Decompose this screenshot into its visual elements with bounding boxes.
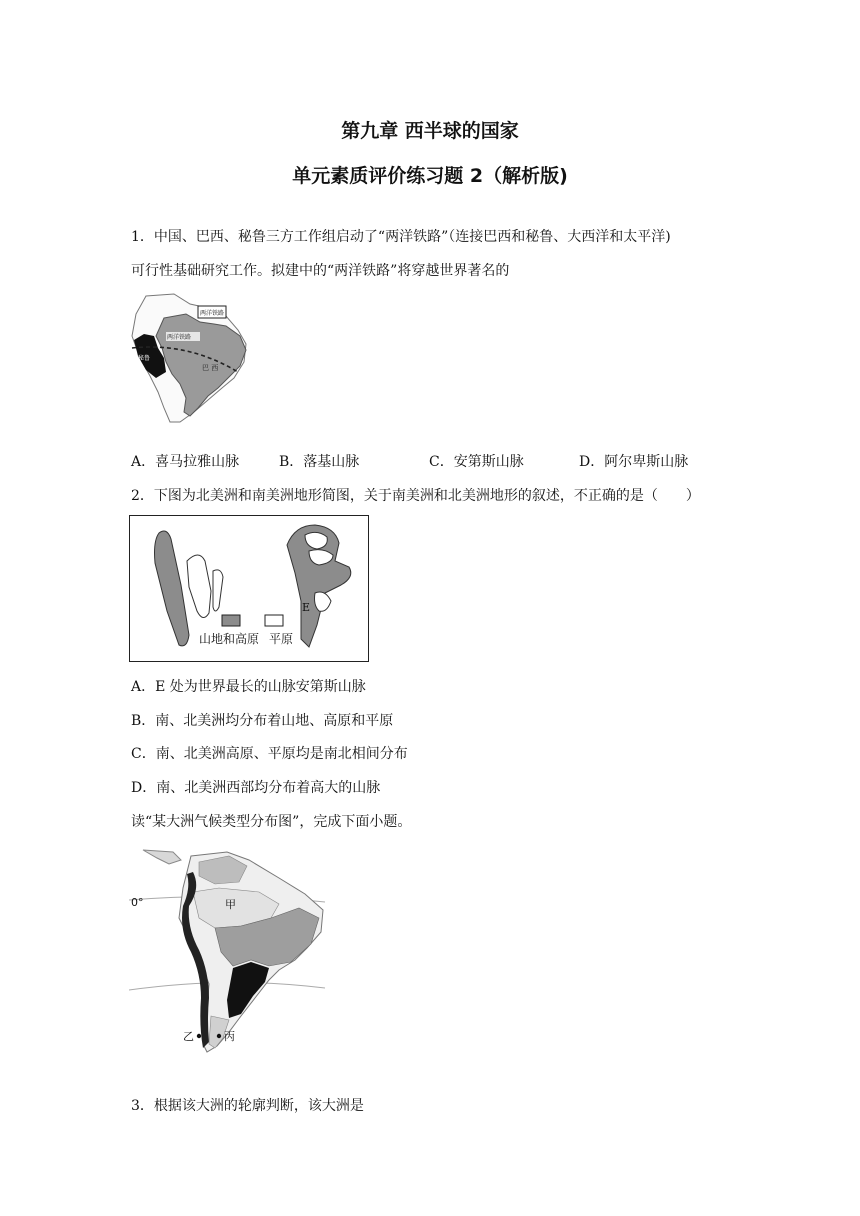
railway-label: 两洋铁路	[167, 334, 192, 341]
legend-plain-swatch	[265, 615, 283, 626]
q1-stem-line1: 1．中国、巴西、秘鲁三方工作组启动了“两洋铁路”（连接巴西和秘鲁、大西洋和太平洋)	[131, 229, 671, 245]
jia-label: 甲	[225, 898, 236, 911]
q1-option-d[interactable]: D．阿尔卑斯山脉	[579, 454, 689, 470]
q2-option-b[interactable]: B．南、北美洲均分布着山地、高原和平原	[131, 713, 394, 729]
yi-label: 乙	[183, 1030, 194, 1043]
q1-stem-line2: 可行性基础研究工作。拟建中的“两洋铁路”将穿越世界著名的	[131, 263, 510, 279]
legend-mountain-label: 山地和高原	[199, 632, 260, 646]
legend-plain-label: 平原	[269, 632, 294, 646]
peru-label: 秘鲁	[138, 355, 151, 362]
q2-option-d[interactable]: D．南、北美洲西部均分布着高大的山脉	[131, 780, 381, 796]
q2-stem: 2．下图为北美洲和南美洲地形简图，关于南美洲和北美洲地形的叙述，不正确的是（ ）	[131, 488, 700, 504]
point-bing	[217, 1034, 221, 1038]
railway-box-label: 两洋铁路	[200, 310, 225, 317]
legend-mountain-swatch	[222, 615, 240, 626]
terrain-map-figure	[129, 515, 369, 662]
q1-option-a[interactable]: A．喜马拉雅山脉	[131, 454, 240, 470]
point-yi	[197, 1034, 201, 1038]
page-subtitle: 单元素质评价练习题 2（解析版)	[292, 165, 568, 187]
q3-stem: 3．根据该大洲的轮廓判断，该大洲是	[131, 1098, 364, 1114]
q1-option-b[interactable]: B．落基山脉	[279, 454, 360, 470]
q2-option-a[interactable]: A．E 处为世界最长的山脉安第斯山脉	[131, 679, 366, 695]
equator-label: 0°	[131, 896, 144, 909]
bing-label: 丙	[224, 1030, 235, 1043]
label-e: E	[302, 601, 311, 614]
brazil-label: 巴 西	[202, 364, 219, 372]
reading-intro: 读“某大洲气候类型分布图”，完成下面小题。	[131, 814, 412, 830]
railway-map-figure	[128, 292, 260, 424]
page-title: 第九章 西半球的国家	[341, 120, 519, 142]
q2-option-c[interactable]: C．南、北美洲高原、平原均是南北相间分布	[131, 746, 408, 762]
q1-option-c[interactable]: C．安第斯山脉	[429, 454, 524, 470]
climate-map-figure	[129, 848, 329, 1058]
